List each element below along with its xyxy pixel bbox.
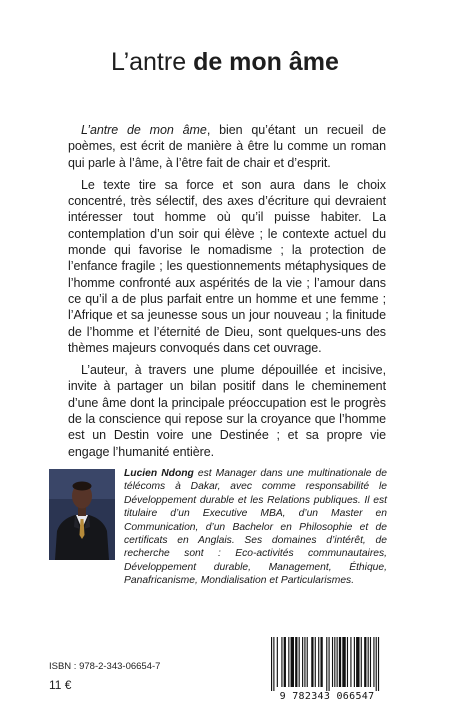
isbn: ISBN : 978-2-343-06654-7 [49,661,161,672]
barcode-bar [370,637,371,687]
barcode-bar [304,637,305,687]
blurb-title-italic: L’antre de mon âme [81,123,207,137]
blurb-paragraph-1-rest: , bien qu’étant un recueil de poèmes, est écrit de manière à être lu comme un roman qui parle à l’âme, à l’être fait de chair et d’esprit. [68,123,386,170]
barcode-bar [350,637,351,687]
barcode-bar [318,637,319,687]
barcode-bar [284,637,286,687]
author-photo [49,469,115,560]
barcode-bar [291,637,294,687]
barcode-bars [265,637,389,691]
author-bio [124,467,387,588]
barcode-bar [295,637,297,687]
title-part-bold: de mon âme [193,48,339,76]
barcode-bar [364,637,366,687]
barcode-digits: 9 782343 066547 [279,691,375,702]
blurb-paragraph-2: Le texte tire sa force et son aura dans le choix concentré, très sélectif, des axes d’écriture qui devraient intéresser tout homme où qu’il puisse habiter. La contemplation d’un soir qui élève ; le contexte actuel du monde qui favorise le nomadisme ; la protection de l’enfance fragile ; les questionnements métaphysiques de l’homme confronté aux aspérités de la vie ; l’amour dans ce qu’il a de plus parfait entre un homme et une femme ; l’Afrique et sa jeunesse sous un jour nouveau ; la finitude de l’homme et l’éternité de Dieu, sont quelques-uns des thèmes majeurs convoqués dans cet ouvrage. [68,177,386,355]
barcode-bar [378,637,379,691]
barcode-bar [299,637,300,687]
barcode-bar [334,637,335,687]
blurb [68,122,386,466]
barcode-bar [326,637,327,691]
blurb-paragraph-3: L’auteur, à travers une plume dépouillée et incisive, invite à partager un bilan positif dans le cheminement d’une âme dont la principale préoccupation est le progrès de la conscience qui repose sur la croyance que l’homme est un Destin voire une Destinée ; et sa propre vie engage l’humanité entière. [68,363,386,459]
barcode-bar [337,637,338,687]
barcode-bar [356,637,359,687]
book-title [0,47,450,77]
barcode-bar [376,637,377,691]
barcode-bar [320,637,322,687]
barcode-bar [339,637,341,687]
barcode-bar [329,637,330,691]
blurb-paragraph-1 [68,122,386,171]
barcode-bar [311,637,313,687]
barcode-bar [368,637,369,687]
barcode-bar [354,637,355,687]
price: 11 € [49,678,72,692]
barcode-bar [271,637,272,691]
barcode-bar [302,637,303,687]
author-name: Lucien Ndong [124,468,194,479]
author-portrait-image [49,469,115,560]
barcode-bar [315,637,316,687]
barcode-bar [277,637,278,687]
barcode-bar [307,637,308,687]
barcode-bar [332,637,333,687]
barcode-bar [273,637,274,691]
barcode-bar [373,637,374,687]
title-part-light: L’antre [111,48,194,76]
author-bio-text: est Manager dans une multinationale de télécoms à Dakar, avec comme responsabilité le Développement durable et les Relations publiques. Il est titulaire d’un Executive MBA, d’un Master en Communication, d’un Bachelor en Philosophie et de certificats en Anglais. Ses domaines d’intérêt, de recherche sont : Eco-activités communautaires, Développement durable, Management, Éthique, Panafricanisme, Mondialisation et Particularismes. [124,468,387,587]
barcode-bar [342,637,345,687]
barcode-bar [288,637,289,687]
barcode-bar [347,637,348,687]
barcode-bar [281,637,282,687]
barcode-bar [361,637,362,687]
